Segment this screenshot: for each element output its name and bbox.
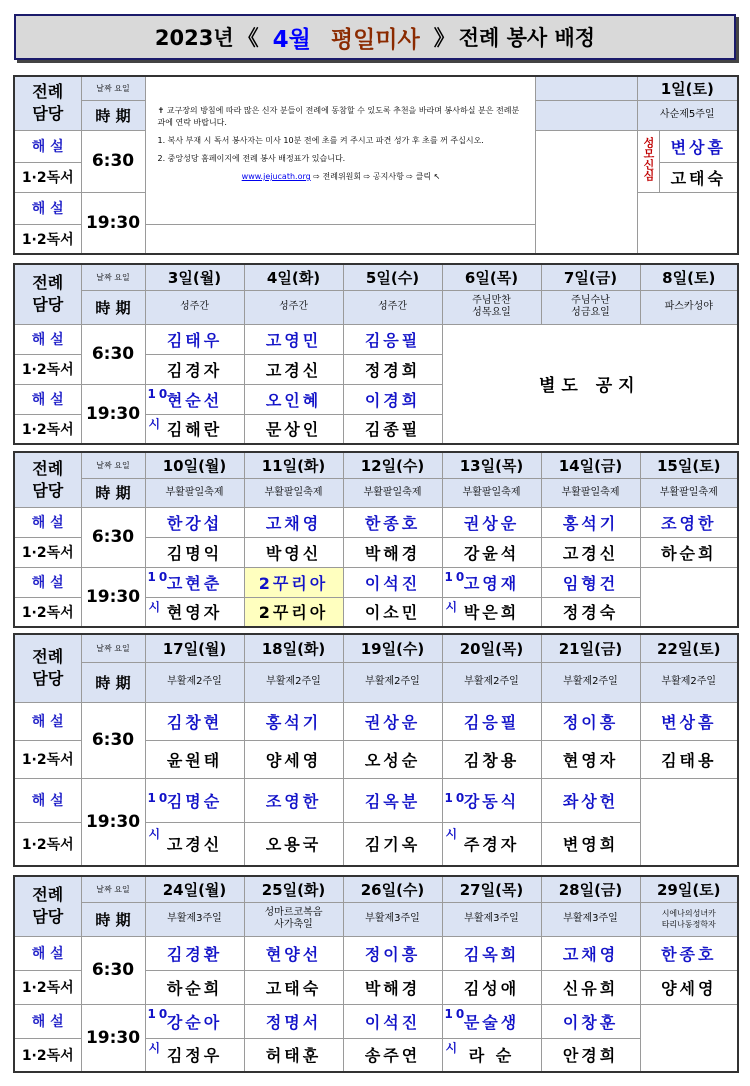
feast: 파스카성야 [640,290,738,324]
reader: 고태숙 [244,970,343,1004]
commentator: 10 고영재 [442,567,541,597]
commentator: 한강섭 [145,507,244,537]
ten-marker: 시 [445,1040,461,1055]
ten-marker: 시 [148,826,164,841]
commentator: 김태우 [145,324,244,354]
commentator: 고영민 [244,324,343,354]
commentator: 홍석기 [244,702,343,740]
schedule-block-1 [13,75,739,255]
commentator: 조영한 [640,507,738,537]
feast: 부활제2주일 [343,662,442,702]
commentator: 김옥희 [442,936,541,970]
commentator: 좌상헌 [541,778,640,822]
reader: 정경희 [343,354,442,384]
day-header: 4일(화) [244,264,343,290]
day-header: 13일(목) [442,452,541,478]
notice-box [145,76,535,224]
reader: 정경숙 [541,597,640,627]
role-header: 전례 담당 [14,264,81,324]
empty-cell [640,778,738,866]
reader: 신유희 [541,970,640,1004]
empty-cell [640,1004,738,1072]
commentator: 김경환 [145,936,244,970]
role-header: 전례 담당 [14,876,81,936]
feast: 성마르코복음 사가축일 [244,902,343,936]
commentator: 한종호 [343,507,442,537]
commentator: 정이흥 [541,702,640,740]
commentator: 김응필 [343,324,442,354]
commentator: 10 강동식 [442,778,541,822]
ten-marker: 시 [445,599,461,614]
commentary-label: 해 설 [14,130,81,162]
feast-1: 사순제5주일 [637,100,738,130]
commentator: 김응필 [442,702,541,740]
feast: 부활팔일축제 [541,478,640,507]
special-notice: 별도 공지 [442,324,738,444]
feast: 성주간 [145,290,244,324]
day-header: 20일(목) [442,634,541,662]
feast: 부활팔일축제 [244,478,343,507]
commentary-label: 해 설 [14,192,81,224]
commentator: 고채영 [541,936,640,970]
reader: 오성순 [343,740,442,778]
reader: 김명익 [145,537,244,567]
commentator: 김창현 [145,702,244,740]
day-header: 29일(토) [640,876,738,902]
reader: 시 김정우 [145,1038,244,1072]
title-banner [14,14,736,60]
reader: 시 고경신 [145,822,244,866]
commentator: 홍석기 [541,507,640,537]
commentator: 조영한 [244,778,343,822]
ten-marker: 시 [445,826,461,841]
commentator: 현양선 [244,936,343,970]
reader: 김경자 [145,354,244,384]
schedule-block-4: 전례 담당 날짜 요일 17일(월) 18일(화) 19일(수) 20일(목) 21일(금) 22일(토) 時 期 부활제2주일 부활제2주일 부활제2주일 부활제2주일 부활제2주일 부활제2주일 해 설 6:30 김창현 홍석기 권상운 김응필 정이흥 변상흠 1·2독서 윤원태 양세영 오성순 김창용 현영자 김태용 해 설 19:30 10 김명순 조영한 김옥분 10 강동식 좌상헌 1·2독서 시 고경신 오용국 김기옥 시 주경자 변영희 [13,633,739,867]
feast: 부활팔일축제 [442,478,541,507]
reader: 시 김해란 [145,414,244,444]
time-evening: 19:30 [81,192,145,254]
reader: 강윤석 [442,537,541,567]
reader: 시 주경자 [442,822,541,866]
reader: 김태용 [640,740,738,778]
commentator: 변상흠 [640,702,738,740]
feast: 부활제2주일 [541,662,640,702]
commentator: 정이흥 [343,936,442,970]
reader: 2꾸리아 [244,597,343,627]
reader: 시 박은희 [442,597,541,627]
feast: 부활제3주일 [442,902,541,936]
day-header: 24일(월) [145,876,244,902]
day-header-1: 1일(토) [637,76,738,100]
sung-label: 성모신심 [637,130,659,192]
day-header: 22일(토) [640,634,738,662]
notice-line-1: ✝ 교구장의 방침에 따라 많은 신자 분들이 전례에 동참할 수 있도록 추천을 바라며 봉사하실 분은 전례분과에 연락 바랍니다. [157,106,520,127]
reader: 양세영 [640,970,738,1004]
day-header: 12일(수) [343,452,442,478]
feast: 부활제3주일 [541,902,640,936]
reader: 하순희 [640,537,738,567]
ten-marker: 10 [147,569,171,584]
commentator: 권상운 [442,507,541,537]
commentator: 10 강순아 [145,1004,244,1038]
commentator: 오인혜 [244,384,343,414]
banner-year: 2023년 [154,26,234,50]
day-header: 7일(금) [541,264,640,290]
commentator-1: 변상흠 [659,130,738,162]
day-header: 17일(월) [145,634,244,662]
reader-1: 고태숙 [659,162,738,192]
feast: 부활팔일축제 [640,478,738,507]
feast: 부활제2주일 [244,662,343,702]
commentator: 10 고현춘 [145,567,244,597]
empty-cell [640,567,738,627]
commentator: 10 문술생 [442,1004,541,1038]
ten-marker: 시 [148,416,164,431]
feast: 주님만찬 성목요일 [442,290,541,324]
feast: 부활팔일축제 [343,478,442,507]
schedule-block-3: 전례 담당 날짜 요일 10일(월) 11일(화) 12일(수) 13일(목) 14일(금) 15일(토) 時 期 부활팔일축제 부활팔일축제 부활팔일축제 부활팔일축제 부활팔일축제 부활팔일축제 해 설 6:30 한강섭 고채영 한종호 권상운 홍석기 조영한 1·2독서 김명익 박영신 박해경 강윤석 고경신 하순희 해 설 19:30 10 고현춘 2꾸리아 이석진 10 고영재 임형건 1·2독서 시 현영자 2꾸리아 이소민 시 박은희 정경숙 [13,451,739,628]
reader: 김성애 [442,970,541,1004]
commentator: 10 김명순 [145,778,244,822]
day-header: 3일(월) [145,264,244,290]
ten-marker: 10 [147,790,171,805]
ten-marker: 시 [148,1040,164,1055]
feast: 부활제2주일 [640,662,738,702]
commentator: 김옥분 [343,778,442,822]
reader: 김종필 [343,414,442,444]
schedule-block-5: 전례 담당 날짜 요일 24일(월) 25일(화) 26일(수) 27일(목) 28일(금) 29일(토) 時 期 부활제3주일 성마르코복음 사가축일 부활제3주일 부활제3주일 부활제3주일 시에나의성녀카 타리나동정학자 해 설 6:30 김경환 현양선 정이흥 김옥희 고채영 한종호 1·2독서 하순희 고태숙 박해경 김성애 신유희 양세영 해 설 19:30 10 강순아 정명서 이석진 10 문술생 이창훈 1·2독서 시 김정우 허태훈 송주연 시 라 순 안경희 [13,875,739,1073]
role-header: 전례 담당 [14,634,81,702]
reader: 하순희 [145,970,244,1004]
reader: 이소민 [343,597,442,627]
banner-rest: 전례 봉사 배정 [458,26,596,50]
reader: 시 라 순 [442,1038,541,1072]
ten-marker: 10 [444,1006,468,1021]
reader: 시 현영자 [145,597,244,627]
commentator: 이석진 [343,1004,442,1038]
reader-label: 1·2독서 [14,224,81,254]
day-header: 15일(토) [640,452,738,478]
time-morning: 6:30 [81,130,145,192]
reader: 송주연 [343,1038,442,1072]
reader-label: 1·2독서 [14,162,81,192]
date-label: 날짜 요일 [81,76,145,100]
commentator: 이창훈 [541,1004,640,1038]
reader: 변영희 [541,822,640,866]
day-header: 25일(화) [244,876,343,902]
empty-header [535,76,637,100]
day-header: 10일(월) [145,452,244,478]
banner-open-bracket: 《 [237,26,259,50]
ten-marker: 10 [147,1006,171,1021]
commentator: 임형건 [541,567,640,597]
feast: 부활제2주일 [442,662,541,702]
feast: 부활팔일축제 [145,478,244,507]
feast: 성주간 [244,290,343,324]
commentator: 정명서 [244,1004,343,1038]
day-header: 21일(금) [541,634,640,662]
commentator: 한종호 [640,936,738,970]
reader: 현영자 [541,740,640,778]
day-header: 11일(화) [244,452,343,478]
reader: 안경희 [541,1038,640,1072]
reader: 김창용 [442,740,541,778]
banner-mass: 평일미사 [330,26,420,53]
reader: 김기옥 [343,822,442,866]
feast: 부활제3주일 [145,902,244,936]
day-header: 18일(화) [244,634,343,662]
ten-marker: 10 [444,790,468,805]
reader: 허태훈 [244,1038,343,1072]
commentator: 이석진 [343,567,442,597]
feast: 성주간 [343,290,442,324]
role-header: 전례 담당 [14,76,81,130]
commentator: 10 현순선 [145,384,244,414]
day-header: 28일(금) [541,876,640,902]
day-header: 27일(목) [442,876,541,902]
role-header: 전례 담당 [14,452,81,507]
notice-line-3: 2. 중앙성당 홈페이지에 전례 봉사 배정표가 있습니다. [157,154,346,163]
reader: 박영신 [244,537,343,567]
homepage-link[interactable]: www.jejucath.org [241,172,311,181]
reader: 고경신 [244,354,343,384]
schedule-block-2: 전례 담당 날짜 요일 3일(월) 4일(화) 5일(수) 6일(목) 7일(금) 8일(토) 時 期 성주간 성주간 성주간 주님만찬 성목요일 주님수난 성금요일 파스카성야 해 설 6:30 김태우 고영민 김응필 별도 공지 1·2독서 김경자 고경신 정경희 해 설 19:30 10 현순선 오인혜 이경희 1·2독서 시 김해란 문상인 김종필 [13,263,739,445]
feast: 부활제3주일 [343,902,442,936]
time-header: 時 期 [81,100,145,130]
reader: 양세영 [244,740,343,778]
ten-marker: 10 [147,386,171,401]
day-header: 5일(수) [343,264,442,290]
day-header: 19일(수) [343,634,442,662]
reader: 문상인 [244,414,343,444]
feast: 부활제2주일 [145,662,244,702]
reader: 윤원태 [145,740,244,778]
commentator: 권상운 [343,702,442,740]
reader: 박해경 [343,970,442,1004]
feast: 시에나의성녀카 타리나동정학자 [640,902,738,936]
day-header: 8일(토) [640,264,738,290]
commentator: 고채영 [244,507,343,537]
banner-close-bracket: 》 [433,26,455,50]
banner-month: 4월 [272,26,311,53]
day-header: 26일(수) [343,876,442,902]
feast: 주님수난 성금요일 [541,290,640,324]
day-header: 14일(금) [541,452,640,478]
homepage-path: ⇨ 전례위원회 ⇨ 공지사항 ⇨ 클릭 ↖ [313,172,441,181]
reader: 오용국 [244,822,343,866]
ten-marker: 10 [444,569,468,584]
commentator: 이경희 [343,384,442,414]
notice-line-2: 1. 복사 부재 시 독서 봉사자는 미사 10분 전에 초를 켜 주시고 파견 성가 후 초를 꺼 주십시오. [157,136,484,145]
reader: 고경신 [541,537,640,567]
day-header: 6일(목) [442,264,541,290]
ten-marker: 시 [148,599,164,614]
reader: 박해경 [343,537,442,567]
commentator: 2꾸리아 [244,567,343,597]
